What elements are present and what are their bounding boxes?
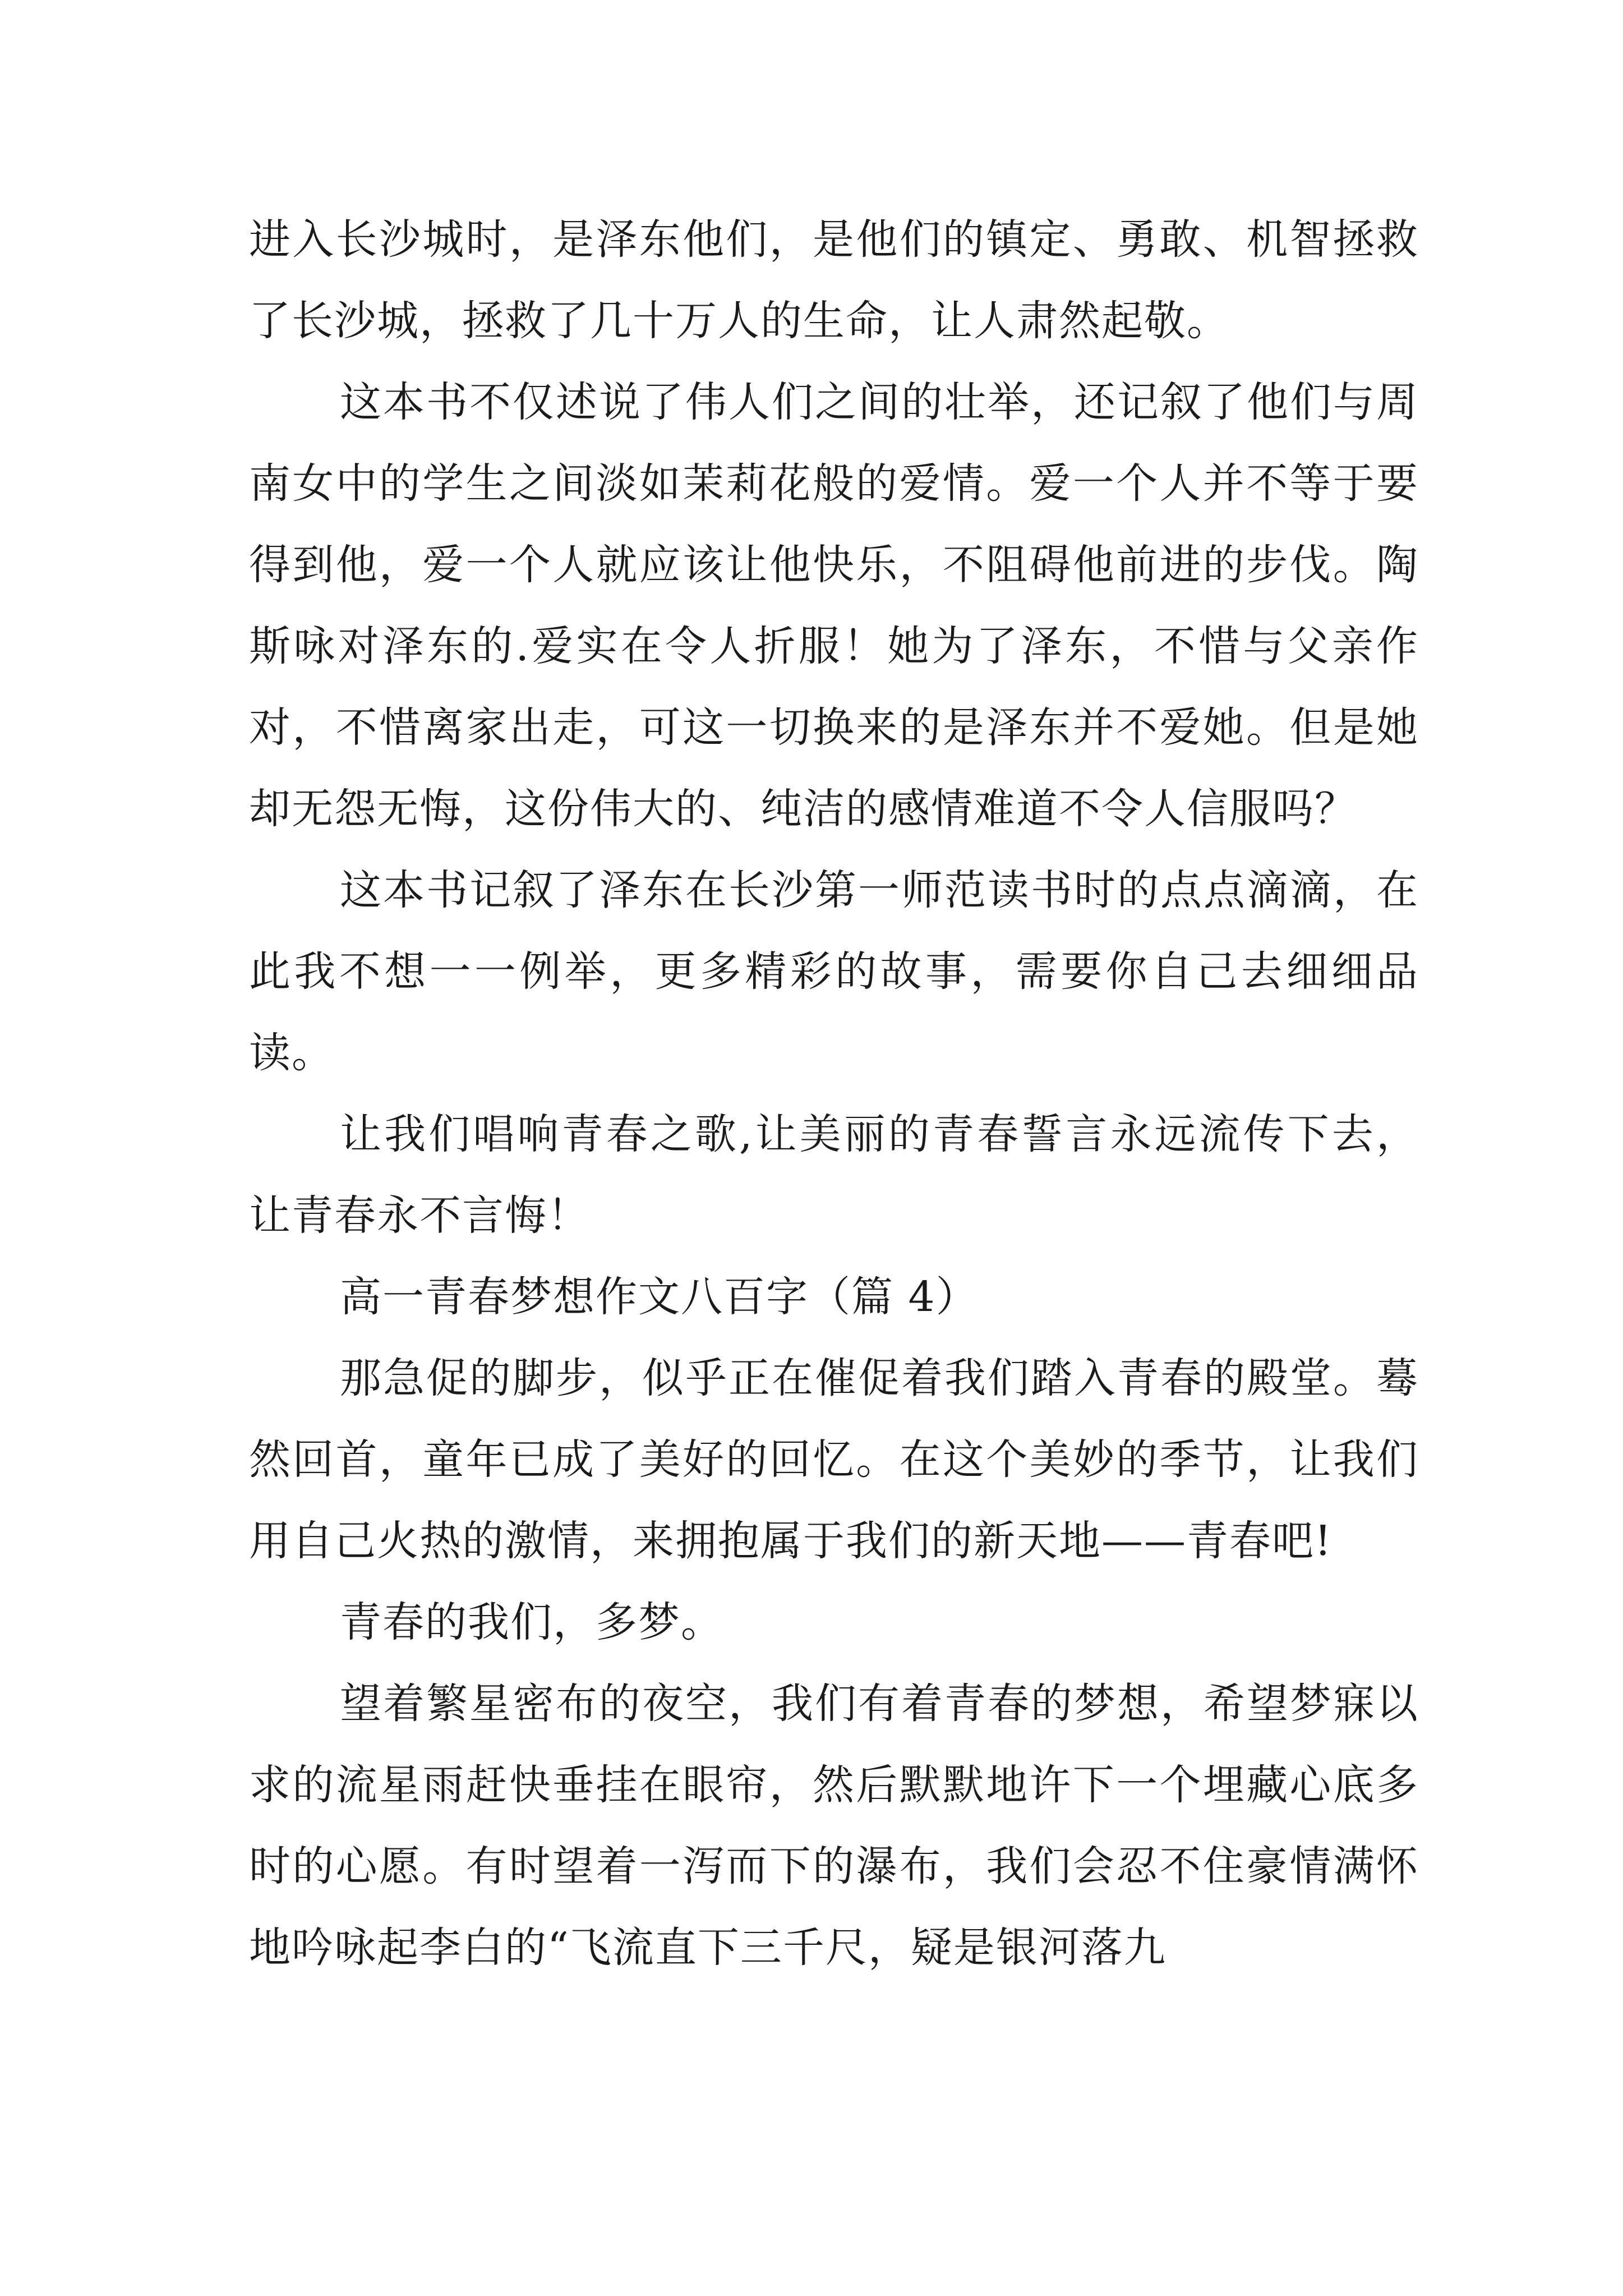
paragraph-7: 望着繁星密布的夜空，我们有着青春的梦想，希望梦寐以求的流星雨赶快垂挂在眼帘，然后默默地许下一个埋藏心底多时的心愿。有时望着一泻而下的瀑布，我们会忍不住豪情满怀地吟咏起李白的“飞流直下三千尺，疑是银河落九 bbox=[249, 1680, 1419, 1972]
section-heading: 高一青春梦想作文八百字（篇 4） bbox=[340, 1273, 979, 1321]
body-text bbox=[249, 199, 1419, 1989]
paragraph-4: 让我们唱响青春之歌,让美丽的青春誓言永远流传下去，让青春永不言悔！ bbox=[249, 1110, 1419, 1240]
paragraph-1: 进入长沙城时，是泽东他们，是他们的镇定、勇敢、机智拯救了长沙城，拯救了几十万人的生命，让人肃然起敬。 bbox=[249, 215, 1419, 345]
paragraph-6: 青春的我们，多梦。 bbox=[340, 1598, 723, 1646]
paragraph-5: 那急促的脚步，似乎正在催促着我们踏入青春的殿堂。蓦然回首，童年已成了美好的回忆。在这个美妙的季节，让我们用自己火热的激情，来拥抱属于我们的新天地——青春吧! bbox=[249, 1354, 1419, 1565]
paragraph-3: 这本书记叙了泽东在长沙第一师范读书时的点点滴滴，在此我不想一一例举，更多精彩的故事，需要你自己去细细品读。 bbox=[249, 866, 1419, 1077]
paragraph-2: 这本书不仅述说了伟人们之间的壮举，还记叙了他们与周南女中的学生之间淡如茉莉花般的爱情。爱一个人并不等于要得到他，爱一个人就应该让他快乐，不阻碍他前进的步伐。陶斯咏对泽东的.爱实在令人折服！她为了泽东，不惜与父亲作对，不惜离家出走，可这一切换来的是泽东并不爱她。但是她却无怨无悔，这份伟大的、纯洁的感情难道不令人信服吗？ bbox=[249, 378, 1419, 833]
